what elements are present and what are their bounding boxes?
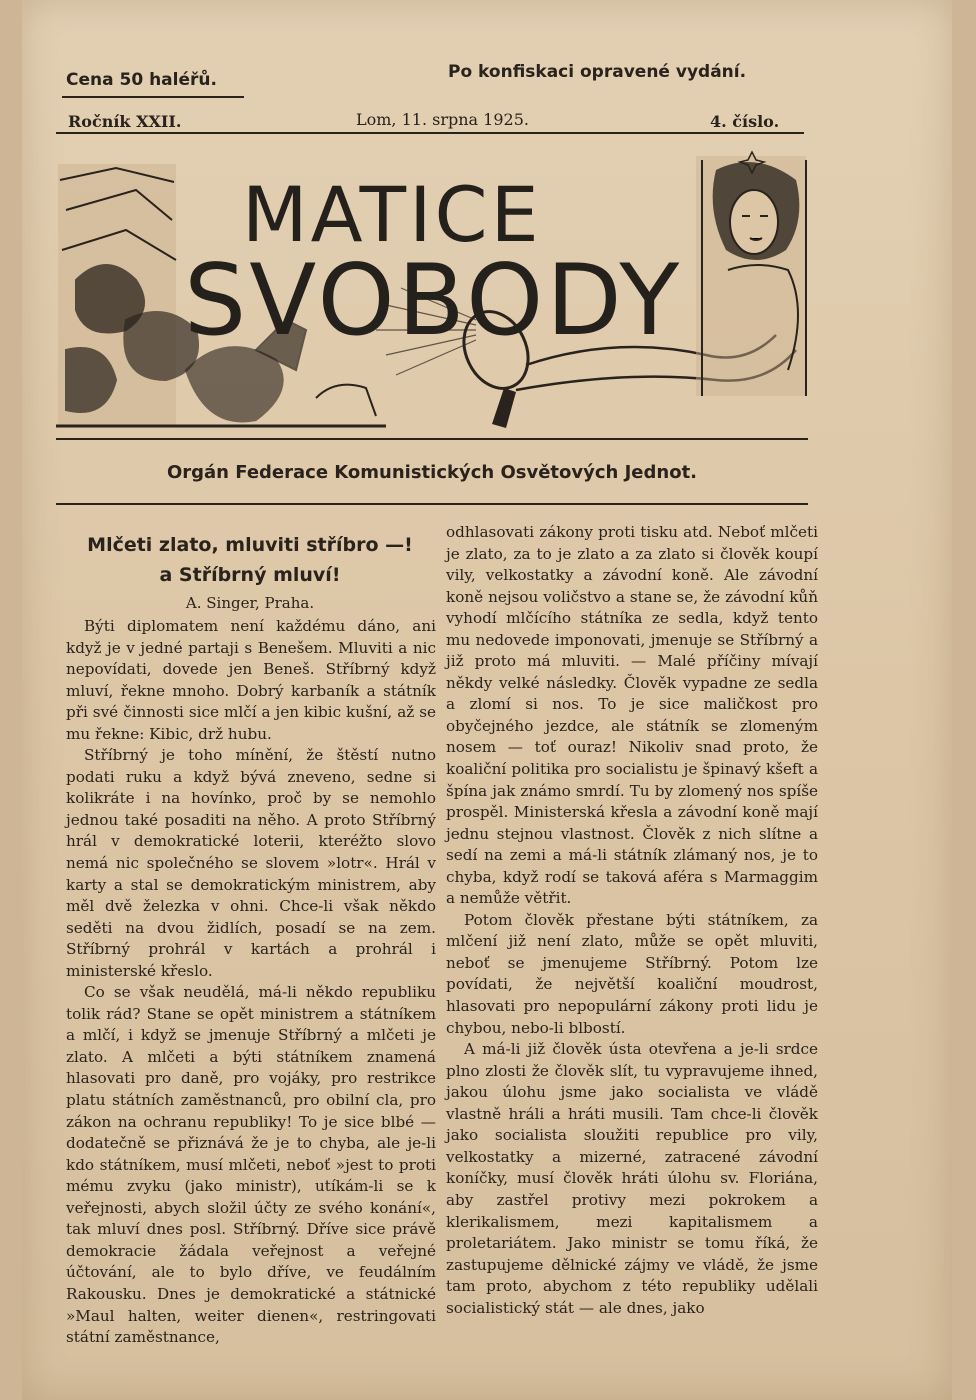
article-column-right	[446, 522, 818, 1319]
paragraph: odhlasovati zákony proti tisku atd. Neboť mlčeti je zlato, za to je zlato a za zlato si člověk koupí vily, velkostatky a závodní koně. Ale závodní koně nejsou voličstvo a stane se, že závodní kůň vyhodí mlčícího státníka ze sedla, když tento mu nedovede imponovati, jmenuje se Stříbrný a již proto má mluviti. — Malé příčiny mívají někdy velké následky. Člověk vypadne ze sedla a zlomí si nos. To je sice maličkost pro obyčejného jezdce, ale státník se zlomeným nosem — toť ouraz! Nikoliv snad proto, že koaliční politika pro socialistu je špinavý kšeft a špína jak známo smrdí. Tu by zlomený nos spíše prospěl. Ministerská křesla a závodní koně mají jednu stejnou vlastnost. Člověk z nich slítne a sedí na zemi a má-li státník zlámaný nos, je to chyba, když rodí se taková aféra s Marmaggim a nemůže větřit.	[446, 523, 818, 908]
subtitle-rule	[56, 503, 808, 505]
paragraph: Potom člověk přestane býti státníkem, za mlčení již není zlato, může se opět mluviti, neboť se jmenujeme Stříbrný. Potom lze povídati, že největší koaliční moudrost, hlasovati pro nepopulární zákony proti lidu je chybou, nebo-li blbostí.	[446, 910, 818, 1037]
issue-number: 4. číslo.	[710, 112, 780, 131]
dateline: Lom, 11. srpna 1925.	[356, 110, 529, 129]
organ-subtitle: Orgán Federace Komunistických Osvětových Jednot.	[166, 462, 698, 483]
paragraph: A má-li již člověk ústa otevřena a je-li srdce plno zlosti že člověk slít, tu vypravujeme ihned, jakou úlohu jsme jako socialista ve vládě vlastně hráli a hráti musili. Tam chce-li člověk jako socialista sloužiti republice pro vily, velkostatky a mizerné, zatracené závodní koníčky, musí člověk hráti úlohu sv. Floriána, aby zastřel protivy mezi pokrokem a klerikalismem, mezi kapitalismem a proletariátem. Jako ministr se tomu říká, že zastupujeme dělnické zájmy ve vládě, že jsme tam proto, abychom z této republiky udělali socialistický stát — ale dnes, jako	[446, 1040, 818, 1317]
article-column-left	[66, 616, 436, 1349]
paragraph: Stříbrný je toho mínění, že štěstí nutno podati ruku a když bývá zneveno, sedne si kolikráte i na hovínko, proč by se nemohlo jednou také posaditi na něho. A proto Stříbrný hrál v demokratické loterii, kteréžto slovo nemá nic společného se slovem »lotr«. Hrál v karty a stal se demokratickým ministrem, aby měl dvě železka v ohni. Chce-li však někdo seděti na dvou židlích, posadí se na zem. Stříbrný prohrál v kartách a prohrál i ministerské křeslo.	[66, 746, 436, 980]
paragraph: Býti diplomatem není každému dáno, ani když je v jedné partaji s Benešem. Mluviti a nic nepovídati, dovede jen Beneš. Stříbrný když mluví, řekne mnoho. Dobrý karbaník a státník při své činnosti sice mlčí a jen kibic kušní, až se mu řekne: Kibic, drž hubu.	[66, 617, 436, 743]
masthead-title-line2: SVOBODY	[184, 244, 683, 358]
masthead-rule	[56, 438, 808, 440]
article-author: A. Singer, Praha.	[185, 594, 315, 612]
price-underline	[62, 96, 244, 98]
masthead	[56, 150, 808, 442]
paragraph: Co se však neudělá, má-li někdo republiku tolik rád? Stane se opět ministrem a státníkem a mlčí, i když se jmenuje Stříbrný a mlčeti je zlato. A mlčeti a býti státníkem znamená hlasovati pro daně, pro vojáky, pro restrikce platu státních zaměstnanců, pro obilní cla, pro zákon na ochranu republiky! To je sice blbé — dodatečně se přiznává že je to chyba, ale je-li kdo státníkem, musí mlčeti, neboť »jest to proti mému zvyku (jako ministr), utíkám-li se k veřejnosti, abych složil účty ze svého konání«, tak mluví dnes posl. Stříbrný. Dříve sice právě demokracie žádala veřejnost a veřejné účtování, ale to bylo dříve, ve feudálním Rakousku. Dnes je demokratické a státnické »Maul halten, weiter dienen«, restringovati státní zaměstnance,	[66, 983, 436, 1347]
masthead-title-line1: MATICE	[242, 170, 542, 259]
article-title	[60, 530, 440, 590]
article-title-line2: a Stříbrný mluví!	[159, 564, 341, 586]
price-label: Cena 50 haléřů.	[66, 70, 217, 90]
confiscation-note: Po konfiskaci opravené vydání.	[448, 62, 747, 82]
article-title-line1: Mlčeti zlato, mluviti stříbro —!	[87, 534, 413, 556]
header-rule	[56, 132, 804, 134]
volume-label: Ročník XXII.	[68, 112, 182, 131]
